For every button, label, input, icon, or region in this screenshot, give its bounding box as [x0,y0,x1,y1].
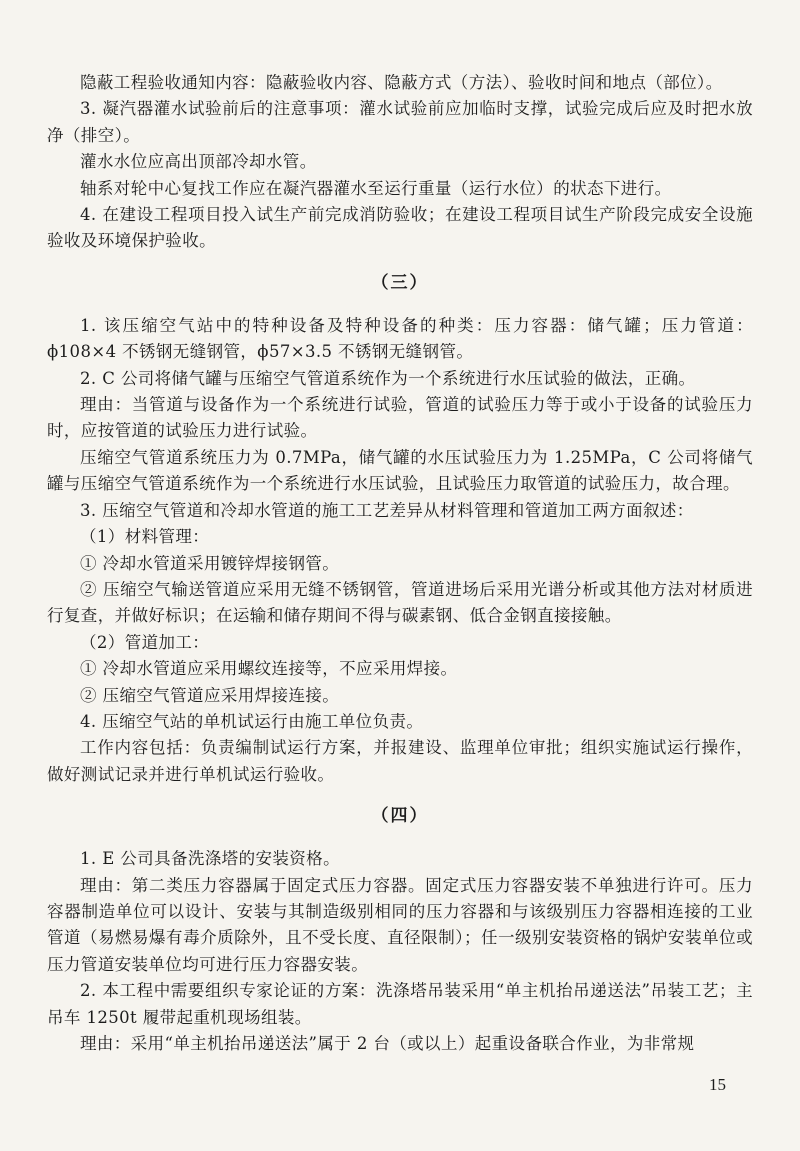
paragraph: （2）管道加工： [80,632,210,652]
paragraph: ① 冷却水管道应采用螺纹连接等，不应采用焊接。 [80,659,458,679]
paragraph: 2. 本工程中需要组织专家论证的方案：洗涤塔吊装采用“单主机抬吊递送法”吊装工艺；主吊车 1250t 履带起重机现场组装。 [47,981,753,1027]
paragraph: 4. 压缩空气站的单机试运行由施工单位负责。 [80,711,424,731]
paragraph: 理由：第二类压力容器属于固定式压力容器。固定式压力容器安装不单独进行许可。压力容器制造单位可以设计、安装与其制造级别相同的压力容器和与该级别压力容器相连接的工业管道（易燃易爆有毒介质除外，且不受长度、直径限制）；任一级别安装资格的锅炉安装单位或压力管道安装单位均可进行压力容器安装。 [47,875,753,974]
paragraph: ② 压缩空气管道应采用焊接连接。 [80,685,340,705]
paragraph: 灌水水位应高出顶部冷却水管。 [80,152,317,172]
paragraph: ② 压缩空气输送管道应采用无缝不锈钢管，管道进场后采用光谱分析或其他方法对材质进行复查，并做好标识；在运输和储存期间不得与碳素钢、低合金钢直接接触。 [47,579,753,626]
paragraph: 4. 在建设工程项目投入试生产前完成消防验收；在建设工程项目试生产阶段完成安全设施验收及环境保护验收。 [47,205,753,251]
paragraph: 2. C 公司将储气罐与压缩空气管道系统作为一个系统进行水压试验的做法，正确。 [80,368,696,388]
paragraph: 1. E 公司具备洗涤塔的安装资格。 [80,849,340,869]
paragraph: 3. 凝汽器灌水试验前后的注意事项：灌水试验前应加临时支撑，试验完成后应及时把水放净（排空）。 [47,99,753,145]
paragraph: 轴系对轮中心复找工作应在凝汽器灌水至运行重量（运行水位）的状态下进行。 [80,178,672,198]
section-heading-3: （三） [371,272,429,293]
paragraph: 压缩空气管道系统压力为 0.7MPa，储气罐的水压试验压力为 1.25MPa，C 公司将储气罐与压缩空气管道系统作为一个系统进行水压试验，且试验压力取管道的试验压力，故合理。 [47,447,753,494]
page-content [47,70,753,1057]
paragraph: ① 冷却水管道采用镀锌焊接钢管。 [80,553,340,573]
page-number: 15 [709,1075,726,1094]
paragraph: 隐蔽工程验收通知内容：隐蔽验收内容、隐蔽方式（方法）、验收时间和地点（部位）。 [80,73,723,92]
paragraph: 1. 该压缩空气站中的特种设备及特种设备的种类：压力容器：储气罐；压力管道：ϕ108×4 不锈钢无缝钢管，ϕ57×3.5 不锈钢无缝钢管。 [47,315,753,362]
paragraph: 理由：采用“单主机抬吊递送法”属于 2 台（或以上）起重设备联合作业，为非常规 [80,1034,695,1053]
section-heading-4: （四） [371,806,429,827]
paragraph: （1）材料管理： [80,527,210,547]
paragraph: 理由：当管道与设备作为一个系统进行试验，管道的试验压力等于或小于设备的试验压力时，应按管道的试验压力进行试验。 [47,395,753,441]
paragraph: 3. 压缩空气管道和冷却水管道的施工工艺差异从材料管理和管道加工两方面叙述： [80,500,694,520]
paragraph: 工作内容包括：负责编制试运行方案，并报建设、监理单位审批；组织实施试运行操作，做好测试记录并进行单机试运行验收。 [47,738,753,784]
